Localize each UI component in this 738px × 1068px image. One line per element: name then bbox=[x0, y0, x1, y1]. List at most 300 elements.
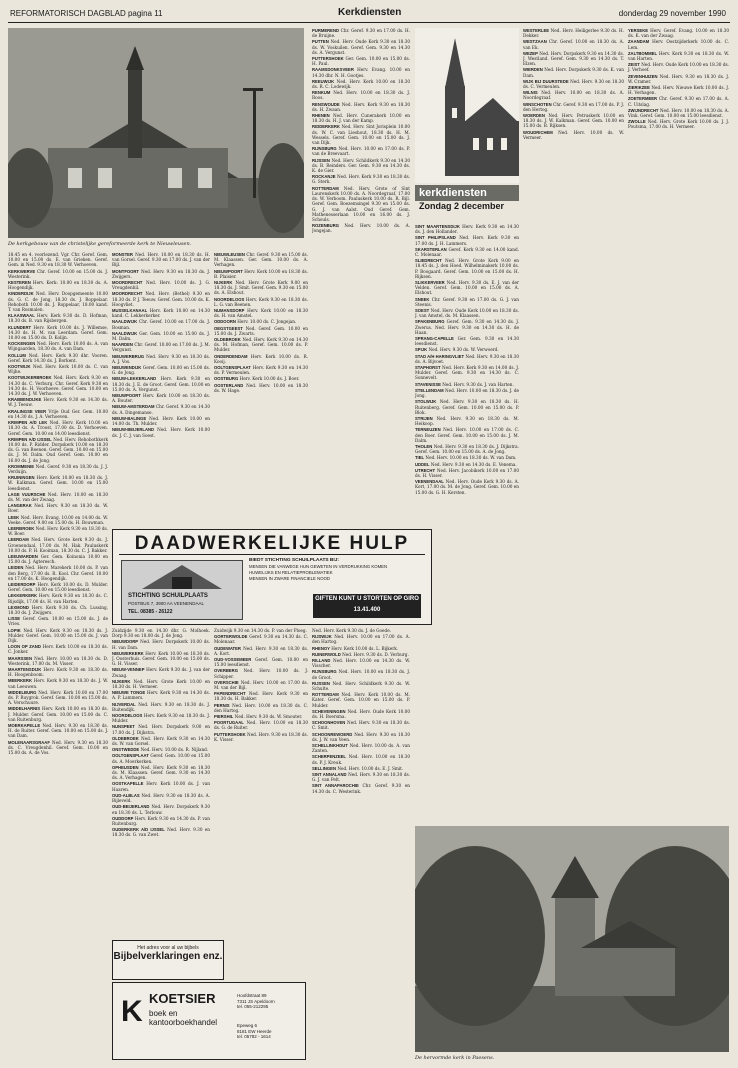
church-listing bbox=[8, 628, 108, 644]
listing-text: Herv. Kerk 9.30 en 18.30 ds. L. G. van Reenen. bbox=[214, 296, 308, 307]
listing-text: Ned. Herv. Kerk 9.30 en 18.30 ds. M. Klaassen. Geref. Gem. 9.30 en 14.30 ds. A. Verhagen. bbox=[112, 764, 210, 781]
listing-text: Ger. Gem. 10.00 en 15.00 ds. J. M. Dalm. bbox=[112, 330, 210, 342]
church-listing bbox=[214, 691, 308, 701]
listing-place: OUD-ALBLAS bbox=[112, 792, 140, 798]
listing-text: Ned. Herv. 9.30 en 18.30 ds. J. Buitendijk. bbox=[112, 701, 210, 712]
church-listing bbox=[415, 399, 519, 415]
listing-place: RHENEN bbox=[312, 113, 330, 119]
listing-place: NAARDEN bbox=[112, 342, 133, 348]
church-listing bbox=[415, 416, 519, 426]
listing-text: Ned. Herv. 10.00 ds. E. J. Smit. bbox=[337, 765, 404, 771]
listing-text: Ned. Herv. 9.30 en 18.30 ds. H. de Ruiter. Geref. Gem. 10.00 en 15.00 ds. J. van Dam. bbox=[8, 723, 108, 739]
listing-text: Ned. Herv. Dorpskerk 9.30 ds. K. van Dam. bbox=[523, 67, 624, 78]
listing-place: RENKUM bbox=[312, 90, 331, 96]
listing-text: Herv. Kerk 9.30 ds. Ch. Lussing, 18.30 ds. J. Zwijgers. bbox=[8, 604, 108, 615]
listing-text: Ned. Herv. 10.00 en 18.30 ds. A. Vink. Geref. Gem. 10.00 en 15.00 leesdienst. bbox=[628, 107, 729, 119]
listing-text: Herv. Kerk 10.00 ds. J. Willemse, 14.30 ds. H. M. van Leerdam. Geref. Gem. 10.00 en 15.00 ds. D. Kolijn. bbox=[8, 324, 108, 341]
listing-place: SCHEVENINGEN bbox=[312, 708, 346, 714]
church-listing bbox=[312, 158, 410, 174]
listing-place: SLIEDRECHT bbox=[415, 258, 442, 264]
section-title: Kerkdiensten bbox=[338, 7, 402, 18]
listing-text: Chr. Geref. 9.30 en 14.30 ds. A. Dingemanse. bbox=[112, 404, 210, 415]
listing-place: ZAANDAM bbox=[628, 39, 650, 45]
listing-text: Ned. Herv. Kerk 10.00 en 18.30 ds. R. C. Lodewijk. bbox=[312, 78, 410, 90]
listing-text: Zuidzijde 9.30 en 14.30 dhr. G. Molhoek. Dorp 9.30 en 18.00 ds. J. de Jong. bbox=[112, 628, 210, 639]
church-listing bbox=[523, 39, 624, 49]
church-listing bbox=[112, 308, 210, 318]
church-listing bbox=[112, 793, 210, 803]
church-listing bbox=[628, 39, 729, 49]
church-listing bbox=[112, 416, 210, 426]
listing-place: RILLAND bbox=[312, 658, 331, 664]
listing-place: RIJNSBURG bbox=[312, 669, 337, 675]
listing-text: Ned. Herv. Kerk 10.00 en 14.00 ds. Th. Mulder. bbox=[112, 415, 210, 427]
address-line: tel. 055-212295 bbox=[237, 1004, 269, 1009]
column-1 bbox=[8, 252, 108, 1060]
listing-text: Ned. Herv. Kerk 9.30 ds. J. de Goede. bbox=[312, 628, 391, 633]
church-listing bbox=[112, 781, 210, 791]
church-listing bbox=[112, 690, 210, 700]
listing-place: OOLTGENSPLAAT bbox=[214, 365, 251, 371]
listing-text: Ned. Herv. 9.30 en 18.30 ds. A. Kort. bbox=[214, 645, 308, 656]
listing-place: OLDEBROEK bbox=[214, 337, 241, 343]
church-listing bbox=[523, 28, 624, 38]
listing-place: MIDDELBURG bbox=[8, 689, 37, 695]
listing-text: Ned. Herv. 10.00 ds. A. Jongejan. bbox=[312, 223, 410, 234]
listing-text: Ned. Herv. Dorpskerk 9.00 en 17.00 ds. J. Dijkstra. bbox=[112, 724, 210, 735]
listing-place: NUNSPEET bbox=[112, 724, 135, 730]
church-listing bbox=[312, 646, 410, 651]
listing-text: Ned. Herv. Schildkerk 9.30 en 14.30 ds. B. Reinders. Ger. Gem. 9.30 en 14.30 ds. K. de Gier. bbox=[312, 157, 410, 174]
church-listing bbox=[214, 326, 308, 336]
listing-text: Herv. 10.00 ds. C. Jongejan. bbox=[237, 319, 297, 325]
church-listing bbox=[312, 174, 410, 184]
listing-place: MIDDELHARNIS bbox=[8, 706, 41, 712]
listing-place: SNEEK bbox=[415, 296, 430, 302]
church-listing bbox=[8, 678, 108, 688]
listing-text: Ned. Herv. 10.00 en 17.00 ds. A. den Hartog. bbox=[312, 634, 410, 645]
listing-text: Ned. Herv. 10.00 en 18.30 ds. A. Noordegraaf. bbox=[523, 90, 624, 101]
church-listing bbox=[8, 409, 108, 419]
listing-text: Ned. Herv. Kerk 9.30 en 18.30 ds. H. Bakker. bbox=[214, 691, 308, 702]
church-listing bbox=[312, 743, 410, 753]
church-listing bbox=[214, 646, 308, 656]
listing-place: GORTERWOLDE bbox=[214, 634, 248, 640]
listing-text: Ned. Herv. 9.30 ds. E. J. van der Velden. Geref. Gem. 10.00 en 15.00 ds. A. Elshout. bbox=[415, 280, 519, 296]
listing-place: OOSTBURG bbox=[214, 376, 239, 382]
listing-text: Herv. Kerk 10.00 en 14.30 kand. C. Lekkerkerker. bbox=[112, 308, 210, 319]
church-listing bbox=[214, 297, 308, 307]
church-listing bbox=[523, 67, 624, 77]
listing-place: OUDDORP bbox=[112, 815, 134, 821]
listing-text: Geref. Gem. 10.00 en 15.00 ds. J. de Vries. bbox=[8, 616, 108, 627]
church-listing bbox=[8, 644, 108, 654]
listing-place: KERKWERVE bbox=[8, 268, 36, 274]
ad-points bbox=[249, 558, 425, 582]
listing-place: KOCKENGEN bbox=[8, 341, 36, 347]
listing-place: UDDEL bbox=[415, 461, 430, 467]
church-listing bbox=[112, 404, 210, 414]
listing-place: NIEUW-LEKKERLAND bbox=[112, 376, 157, 382]
listing-place: NIEUWERKERK bbox=[112, 650, 144, 656]
column-2 bbox=[112, 252, 210, 524]
listing-place: KRALINGSE VEER bbox=[8, 408, 47, 414]
listing-text: Herv. Kerk 9.30 en 18.30 ds. C. Rijsdijk, 17.00 ds. H. van Harten. bbox=[8, 593, 108, 604]
listing-place: PERNIS bbox=[214, 702, 230, 708]
listing-place: MUSSELKANAAL bbox=[112, 308, 148, 314]
listing-text: Ned. Herv. Kerk 9.30 en 18.30 ds. G. Sterk. bbox=[312, 174, 410, 185]
church-listing bbox=[214, 714, 308, 719]
ad-phone: TEL. 08385 - 26122 bbox=[128, 609, 173, 615]
listing-text: Ned. Herv. 9.30 ds. W. Smouter. bbox=[234, 714, 303, 720]
church-listing bbox=[523, 51, 624, 67]
listing-text: Ned. Herv. 9.30 en 18.30 ds. A. Bijleveld. bbox=[112, 792, 210, 804]
listing-place: SCHELLINKHOUT bbox=[312, 743, 348, 749]
ad-bijbels bbox=[112, 940, 224, 980]
church-listing bbox=[312, 124, 410, 145]
listing-place: KOOTWIJKERBROEK bbox=[8, 375, 52, 381]
listing-text: Ger. Gem. 10.00 en 15.00 ds. H. Paul. bbox=[312, 56, 410, 67]
church-listing bbox=[628, 51, 729, 61]
listing-text: Herv. Kerk 10.00 en 18.30 ds. J. Oosterhuis. Geref. Gem. 10.00 en 15.00 ds. G. H. Visser. bbox=[112, 650, 210, 667]
church-listing bbox=[523, 79, 624, 89]
listing-place: OOSTERLAND bbox=[214, 382, 244, 388]
listing-text: Ned. Herv. 10.00 en 18.30 ds. G. de Ruiter. bbox=[214, 720, 308, 731]
listing-place: PIERSHIL bbox=[214, 714, 234, 720]
listing-text: Ned. Herv. Schildkerk 9.30 ds. W. Schulte. bbox=[312, 680, 410, 692]
listing-place: NAALDWIJK bbox=[112, 330, 138, 336]
listing-text: Herv. Kerk: 10.00 en 18.30 ds. A. Hoogendijk. bbox=[8, 280, 108, 291]
listing-place: ZEVENHUIZEN bbox=[628, 73, 658, 79]
listing-place: MEERKERK bbox=[8, 678, 32, 684]
listing-place: KINDERDIJK bbox=[8, 291, 34, 297]
column-3 bbox=[214, 252, 308, 524]
koetsier-address-heerde bbox=[237, 1023, 272, 1040]
listing-text: Ned. Herv. Doopgemeente 10.00 ds. G. C. de Jong, 18.30 ds. J. Roppelaar. Rehoboth 10.00 ds. J. Roppelaar, 18.00 kand. T. van Rosmalen. bbox=[8, 291, 108, 313]
church-listing bbox=[214, 269, 308, 279]
church-listing bbox=[312, 67, 410, 77]
listing-place: OUDEWATER bbox=[214, 645, 241, 651]
church-listing bbox=[628, 85, 729, 95]
listing-place: MONTFOORT bbox=[112, 268, 139, 274]
church-listing bbox=[312, 669, 410, 679]
church-listing bbox=[112, 354, 210, 364]
listing-place: WINSCHOTEN bbox=[523, 101, 552, 107]
church-listing bbox=[8, 503, 108, 513]
church-listing bbox=[8, 420, 108, 436]
church-listing bbox=[415, 388, 519, 398]
church-listing bbox=[312, 766, 410, 771]
church-listing bbox=[312, 102, 410, 112]
church-listing bbox=[415, 455, 519, 460]
listing-place: LEEUWARDEN bbox=[8, 553, 38, 559]
listing-place: UTRECHT bbox=[415, 467, 436, 473]
church-listing bbox=[112, 376, 210, 392]
listing-text: Herv. Oostzijderkerk 10.00 ds. C. Lem. bbox=[628, 39, 729, 50]
listing-place: WESTERLEE bbox=[523, 28, 550, 33]
listing-place: MOERKAPELLE bbox=[8, 723, 41, 729]
listing-place: LOPIK bbox=[8, 627, 21, 633]
listing-place: STAPHORST bbox=[415, 365, 441, 371]
listing-text: Herv. Kerk 10.00 en 18.30 ds. H. van Amstel. bbox=[214, 308, 308, 319]
church-listing bbox=[312, 146, 410, 156]
listing-place: RIJSSEN bbox=[312, 680, 330, 686]
church-listing bbox=[415, 280, 519, 296]
church-listing bbox=[112, 252, 210, 268]
listing-place: NIEUWLEUSEN bbox=[214, 252, 245, 257]
listing-place: REEUWIJK bbox=[312, 78, 335, 84]
listing-place: POORTUGAAL bbox=[214, 720, 244, 726]
listing-text: Ned. Herv. Dorpskerk 10.00 ds. H. van Dam. bbox=[112, 639, 210, 650]
listing-text: Herv. Kerk 9.30 en 18.30 ds. J. E. de Groot. Geref. Gem. 10.00 en 15.00 ds. A. Vergunst. bbox=[112, 376, 210, 392]
listing-text: Ned. Herv. Grote Kerk 10.00 en 18.30 ds. H. Vermeer. bbox=[112, 678, 210, 690]
listing-place: KRUININGEN bbox=[8, 475, 35, 481]
listing-text: Ned. Herv. Kerk 10.00 ds. M. Kater. Geref. Gem. 10.00 en 15.00 ds. P. Mulder. bbox=[312, 692, 410, 708]
church-listing bbox=[8, 353, 108, 363]
listing-place: ROTTERDAM bbox=[312, 692, 339, 698]
church-listing bbox=[312, 39, 410, 55]
church-listing bbox=[214, 252, 308, 268]
listing-text: Ned. Herv. Oude Kerk 9.30 en 18.30 ds. W. Voskuilen. Geref. Gem. 9.30 en 14.30 ds. A. Vergunst. bbox=[312, 39, 410, 55]
church-listing bbox=[214, 720, 308, 730]
listing-text: Ned. Herv. Kerk 10.00 ds. C. van Wijhe. bbox=[8, 364, 108, 375]
listing-place: NIEUWERBRUG bbox=[112, 353, 145, 359]
listing-place: WILNIS bbox=[523, 90, 538, 96]
church-listing bbox=[415, 468, 519, 478]
church-listing bbox=[112, 280, 210, 290]
listing-place: NIEUW-AMSTERDAM bbox=[112, 404, 155, 410]
koetsier-type-line: kantoorboekhandel bbox=[149, 1018, 218, 1027]
church-listing bbox=[214, 732, 308, 742]
church-listing bbox=[8, 437, 108, 463]
listing-place: MONSTER bbox=[112, 252, 133, 257]
listing-text: Chr. Geref. 10.00 en 17.00 ds. J. M. Vergunst. bbox=[112, 342, 210, 353]
listing-text: Ned. Herv. 9.30 en 18.30 ds. G. J. van Pelt. bbox=[312, 772, 410, 783]
church-listing bbox=[415, 247, 519, 257]
listing-place: LOON OP ZAND bbox=[8, 644, 41, 650]
church-listing bbox=[8, 656, 108, 666]
church-listing bbox=[8, 723, 108, 739]
church-listing bbox=[415, 319, 519, 335]
listing-text: Ned. Herv. 10.00 en 18.30 ds. W. van Dam. bbox=[425, 455, 517, 461]
listing-place: WIJK BIJ DUURSTEDE bbox=[523, 78, 569, 84]
church-listing bbox=[312, 754, 410, 764]
ad-logo bbox=[121, 560, 243, 620]
listing-place: OUD-VOSSEMEER bbox=[214, 657, 252, 663]
listing-place: NIEUWE TONGE bbox=[112, 690, 146, 696]
church-listing bbox=[628, 108, 729, 118]
listing-place: MAARTENSDIJK bbox=[8, 667, 42, 673]
ad-address: POSTBUS 7, 3900 AA VEENENDAAL bbox=[128, 601, 205, 606]
listing-text: Ned. Herv. Evang. 10.00 en 14.00 ds. W. Veeke. Geref. 9.00 en 15.00 ds. H. Bouwman. bbox=[8, 514, 108, 525]
listing-place: NIJKERK bbox=[112, 678, 131, 684]
listing-place: NUMANSDORP bbox=[214, 308, 245, 314]
church-listing bbox=[214, 634, 308, 644]
listing-text: 18.45 en 4. voorlezend. Vgr. Chr. Geref. Gem. 10.00 en 15.00 ds. E. van Grieken. Geref. Gem. in Ned. 9.30 en 18.30 W. Verhoeven. bbox=[8, 252, 108, 268]
listing-text: Ned. Herv. Kerk 10.00 en 17.00 ds. P. Ruygrok. Geref. Gem. 10.00 en 15.00 ds. A. Verschuure. bbox=[8, 689, 108, 706]
listing-text: Ned. Herv. 10.00 en 18.30 ds. H. van Gorsel. Geref. 9.30 en 17.00 ds. J. van der Bijl. bbox=[112, 252, 210, 268]
listing-text: Ned. Herv. 10.00 ds. J. Schipper. bbox=[214, 668, 308, 679]
church-listing bbox=[112, 702, 210, 712]
koetsier-type-line: boek en bbox=[149, 1009, 178, 1018]
listing-place: LISSE bbox=[8, 616, 21, 622]
listing-place: RIJSWIJK bbox=[312, 634, 332, 640]
listing-text: Ned. Herv. 10.00 ds. W. Vermeer. bbox=[523, 129, 624, 140]
listing-place: SCHOONHOVEN bbox=[312, 720, 346, 726]
church-listing bbox=[112, 365, 210, 375]
listing-place: RHENOY bbox=[312, 645, 330, 651]
listing-place: LEEK bbox=[8, 514, 20, 520]
listing-place: MOORDRECHT bbox=[112, 280, 143, 286]
listing-place: PUTTEN bbox=[312, 39, 329, 45]
listing-place: WESTZAAN bbox=[523, 39, 547, 45]
listing-text: Ned. Herv. 9.30 en 18.30 ds. G. van Zwet. bbox=[112, 827, 210, 838]
church-listing bbox=[415, 479, 519, 495]
listing-text: Ned. Herv. Kerk 9.30 en 14.30 ds. W. van Gorsel. bbox=[112, 735, 210, 747]
church-listing bbox=[628, 62, 729, 72]
church-listing bbox=[523, 90, 624, 100]
listing-place: ROTTERDAM bbox=[312, 185, 339, 191]
listing-place: ONDERDENDAM bbox=[214, 353, 248, 359]
koetsier-address-apeldoorn bbox=[237, 993, 275, 1010]
church-listing bbox=[415, 444, 519, 454]
church-listing bbox=[523, 130, 624, 140]
church-listing bbox=[214, 337, 308, 353]
listing-text: Herv. Kerk 9.30 en 14.30 ds. P. Vermeulen. bbox=[214, 365, 308, 376]
listing-text: Ned. Herv. 9.30 en 18.30 ds. W. Boer. bbox=[8, 503, 108, 514]
church-listing bbox=[112, 747, 210, 752]
church-logo-illustration bbox=[415, 28, 519, 183]
listing-text: Ned. Herv. Oude Kerk 10.00 en 18.30 ds. J. Verhoef. bbox=[628, 62, 729, 73]
listing-text: Chr. Geref. 9.30 en 17.00 ds. A. C. Uitslag. bbox=[628, 96, 729, 107]
listing-place: ONSTWEDDE bbox=[112, 747, 140, 753]
listing-text: Ned. Herv. Oude Kerk 10.00 en 18.30 ds. J. van Amstel, ds. M. Klaassen. bbox=[415, 308, 519, 319]
church-listing bbox=[112, 713, 210, 723]
ad-koetsier bbox=[112, 982, 306, 1060]
listing-place: PUTTERSHOEK bbox=[312, 56, 344, 62]
listing-text: Ned. Herv. 9.30 ds. D. Verburg. bbox=[342, 651, 409, 657]
banner-title: kerkdiensten bbox=[415, 185, 519, 201]
listing-text: Geref. Gem. 10.00 en 15.00 ds. A. Moerkerken. bbox=[112, 753, 210, 764]
listing-place: NOORDELOOS bbox=[112, 713, 143, 719]
listing-place: OUDERKERK A/D IJSSEL bbox=[112, 827, 165, 833]
listing-place: TIEL bbox=[415, 455, 425, 461]
listing-text: Ned. Herv. (Bethel) 9.30 en 18.30 ds. P. J. Teeuw. Geref. Gem. 10.00 ds. K. Hoogvliet. bbox=[112, 291, 210, 307]
listing-text: Ned. Herv. Kerk 10.00 ds. A. van Wijngaarden, 18.30 ds. A. van Dam. bbox=[8, 341, 108, 352]
church-listing bbox=[8, 364, 108, 374]
church-listing bbox=[312, 658, 410, 668]
church-listing bbox=[112, 319, 210, 329]
listing-place: SOEST bbox=[415, 308, 430, 314]
church-listing bbox=[523, 113, 624, 129]
church-listing bbox=[8, 690, 108, 706]
listing-place: PUTTERSHOEK bbox=[214, 731, 246, 737]
photo1-caption: De kerkgebouw van de christelijke gereformeerde kerk te Nieuwleusen. bbox=[8, 241, 192, 247]
church-listing bbox=[415, 308, 519, 318]
church-listing bbox=[312, 90, 410, 100]
church-listing bbox=[112, 667, 210, 677]
listing-place: SPIJK bbox=[415, 347, 428, 353]
listing-place: KLUNDERT bbox=[8, 324, 32, 330]
church-photo-nieuwleusen bbox=[8, 28, 304, 238]
listing-place: OLDEBROEK bbox=[112, 735, 139, 741]
listing-text: Ned. Herv. Grote of Sint Laurenskerk 10.00 ds. A. Noordegraaf, 17.00 ds. W. Verboom. Pauluskerk 10.00 ds. R. Bijl. Geref. Gem. Boezemsingel 9.30 en 15.00 ds. G. J. van Aalst. Oud Geref. Gem. Mathenesserlaan 10.00 en 16.00 ds. J. Schouls. bbox=[312, 185, 410, 222]
listing-text: Chr. Geref. 10.00 en 18.30 ds. A. van Ek. bbox=[523, 39, 624, 50]
column-2b bbox=[112, 628, 210, 936]
listing-text: Ned. Herv. 10.00 en 17.00 ds. M. van der Bijl. bbox=[214, 679, 308, 691]
listing-text: Ned. Herv. Dorpskerk 9.30 en 14.30 ds. J. Westland. Geref. Gem. 9.30 en 14.30 ds. T. Elzen. bbox=[523, 50, 624, 67]
address-line: tel. 05782 - 1614 bbox=[237, 1034, 271, 1039]
shelter-icon bbox=[122, 561, 242, 591]
listing-place: KRIMPEN A/D LEK bbox=[8, 420, 48, 426]
listing-text: Herv. Evang. 10.00 en 14.30 dhr. N. H. Gootjes. bbox=[312, 67, 410, 78]
listing-text: Herv. Kerk 9.30 ds. J. van der Zwaag. bbox=[112, 667, 210, 678]
listing-text: Ned. Herv. 9.30 en 18.30 ds. A. J. Vos. bbox=[112, 353, 210, 364]
listing-text: Ned. Herv. Oude Kerk 10.00 ds. H. Boersma. bbox=[312, 708, 410, 720]
church-listing bbox=[415, 258, 519, 279]
listing-text: Herv. Kerk 10.00 en 18.30 ds. C. Jonker. bbox=[8, 644, 108, 655]
listing-place: KOLLUM bbox=[8, 352, 26, 358]
listing-text: Ned. Herv. Dorpskerk 9.30 en 18.30 ds. L. Terlouw. bbox=[112, 804, 210, 815]
church-listing bbox=[8, 291, 108, 312]
listing-text: Herv. Kerk 10.00 ds. J. Boer. bbox=[239, 376, 300, 382]
church-listing bbox=[415, 336, 519, 346]
listing-text: Ned. Herv. Kerk 10.00 en 18.30 ds. A. Troost, 17.00 ds. D. Verhoeven. Geref. Gem. 10.00 en 14.00 leesdienst. bbox=[8, 420, 108, 436]
church-listing bbox=[312, 772, 410, 782]
listing-place: KROMMENIE bbox=[8, 463, 35, 469]
listing-place: NIEUW-VENNEP bbox=[112, 667, 145, 673]
church-listing bbox=[415, 224, 519, 234]
listing-text: Herv. Kerk 10.00 en 18.30 ds. A. Bouter. bbox=[112, 393, 210, 404]
listing-text: Herv. Kerk 10.00 en 18.30 ds. B. Plaisier. bbox=[214, 268, 308, 279]
church-listing bbox=[8, 537, 108, 553]
church-listing bbox=[523, 102, 624, 112]
listing-place: SINT ANNAPAROCHIE bbox=[312, 783, 359, 789]
listing-place: TERNEUZEN bbox=[415, 427, 441, 433]
listing-text: Ned. Herv. Kerk 9.30 en 14.30 ds. C. Verburg. Chr. Geref. Kerk 9.30 en 14.30 ds. H. Voorhoeve. Geref. Gem. 10.00 en 14.30 ds. J. W. Verhoeven. bbox=[8, 375, 108, 397]
listing-text: Ned. Herv. 9.30 ds. J. van Harten. bbox=[442, 381, 514, 387]
listing-place: WEZEP bbox=[523, 50, 538, 56]
listing-place: RENSWOUDE bbox=[312, 101, 340, 107]
church-listing bbox=[8, 526, 108, 536]
address-line: Epeweg 6 bbox=[237, 1023, 258, 1028]
church-listing bbox=[312, 56, 410, 66]
listing-text: Ned. Herv. 10.00 en 14.30 ds. W. Visscher. bbox=[312, 658, 410, 669]
church-listing bbox=[628, 74, 729, 84]
listing-text: Geref. 9.30 en 14.30 ds. C. Molenaar. bbox=[214, 634, 308, 645]
koetsier-logo-letter: K bbox=[121, 995, 143, 1028]
church-listing bbox=[8, 740, 108, 756]
listing-text: Herv. Kerk 9.30 en 14.30 ds. P. van Ruitenburg. bbox=[112, 815, 210, 826]
listing-text: Chr. Geref. 9.30 en 17.00 ds. H. de Bruijne. bbox=[312, 28, 410, 39]
church-listing bbox=[214, 703, 308, 713]
listing-place: RIJNSBURG bbox=[312, 146, 337, 152]
church-listing bbox=[112, 736, 210, 746]
listing-place: RIJSSEN bbox=[312, 157, 330, 163]
church-listing bbox=[312, 692, 410, 708]
church-listing bbox=[8, 616, 108, 626]
church-listing bbox=[8, 464, 108, 474]
listing-place: SINT ANNALAND bbox=[312, 772, 347, 778]
listing-place: NAALDWIJK bbox=[112, 319, 138, 325]
listing-text: Ned. Herv. 9.30 en 14.30 ds. E. Venema. bbox=[430, 461, 517, 467]
church-listing bbox=[112, 651, 210, 667]
listing-text: Herv. Kerk 9.30 en 18.30 ds. J. Mulder. bbox=[112, 713, 210, 724]
listing-text: Ned. Herv. Kerk 10.00 ds. J. C. J. van Soest. bbox=[112, 427, 210, 438]
listing-text: Ned. Herv. 10.00 en 18.30 ds. W. Hage. bbox=[214, 382, 308, 393]
listing-text: Ned. Herv. 9.30 en 18.30 ds. H. Ruitenberg. Geref. Gem. 10.00 en 15.00 ds. P. Blok. bbox=[415, 399, 519, 415]
listing-text: Herv. Kerk 10.00 ds. D. Mulder. Geref. Gem. 10.00 en 15.00 leesdienst. bbox=[8, 581, 108, 593]
